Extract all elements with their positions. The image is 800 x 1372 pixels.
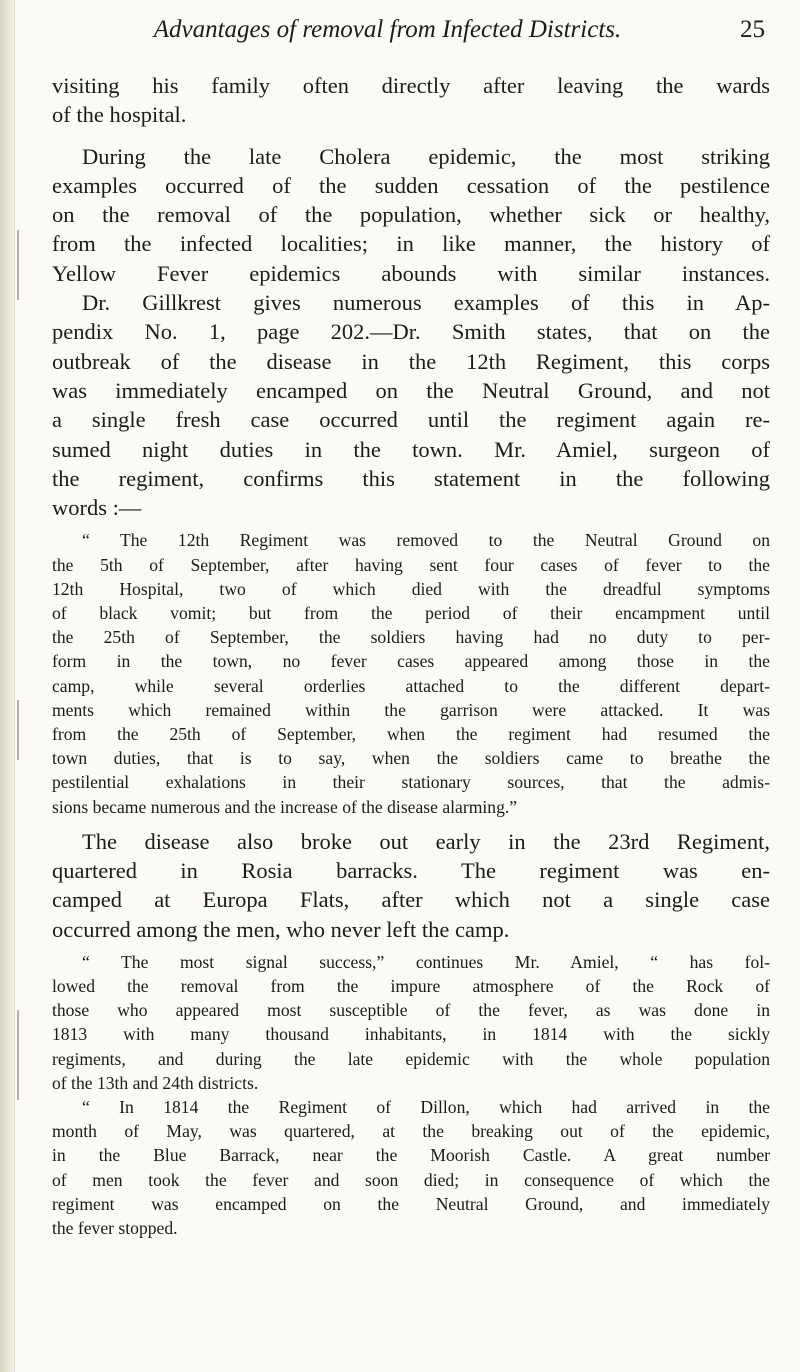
text-line: visiting his family often directly after leaving the wards [52,73,770,98]
text-line: of the hospital. [52,102,187,128]
quote-2 [52,950,770,1095]
paragraph-2 [52,142,770,523]
binding-edge [0,0,15,1372]
gutter-mark [17,230,19,300]
text-line: sions became numerous and the increase of the disease alarming.” [52,796,518,817]
text-line: of men took the fever and soon died; in consequence of which the [52,1169,770,1190]
text-line: ments which remained within the garrison were attacked. It was [52,699,770,720]
text-line: pestilential exhalations in their stationary sources, that the admis- [52,772,770,793]
text-line: those who appeared most susceptible of the fever, as was done in [52,1000,770,1021]
text-line: “ The most signal success,” continues Mr. Amiel, “ has fol- [82,951,770,972]
text-line: camp, while several orderlies attached to the different depart- [52,675,770,696]
quote-1 [52,528,770,818]
text-line: pendix No. 1, page 202.—Dr. Smith states, that on the [52,319,770,345]
text-line: form in the town, no fever cases appeared among those in the [52,651,770,672]
running-head: Advantages of removal from Infected Districts. [153,16,622,43]
text-line: The disease also broke out early in the 23rd Regiment, [82,828,770,854]
text-line: outbreak of the disease in the 12th Regiment, this corps [52,348,770,374]
gutter-mark [17,1010,19,1100]
quote-3 [52,1095,770,1240]
text-line: examples occurred of the sudden cessation of the pestilence [52,172,770,198]
text-line: quartered in Rosia barracks. The regiment was en- [52,858,770,883]
text-line: 12th Hospital, two of which died with the dreadful symptoms [52,578,770,599]
text-line: regiment was encamped on the Neutral Ground, and immediately [52,1193,770,1214]
text-line: the regiment, confirms this statement in the following [52,465,770,491]
text-line: the 5th of September, after having sent four cases of fever to the [52,554,770,575]
paragraph-3 [52,827,770,944]
text-line: sumed night duties in the town. Mr. Amiel, surgeon of [52,436,770,462]
text-line: Yellow Fever epidemics abounds with similar instances. [52,260,770,286]
text-line: 1813 with many thousand inhabitants, in 1814 with the sickly [52,1024,770,1045]
gutter-mark [17,700,19,760]
text-line: on the removal of the population, whether sick or healthy, [52,202,770,228]
paragraph-1 [52,71,770,130]
text-line: words :— [52,495,142,521]
text-line: the 25th of September, the soldiers having had no duty to per- [52,627,770,648]
text-line: occurred among the men, who never left the camp. [52,916,510,942]
text-line: in the Blue Barrack, near the Moorish Castle. A great number [52,1145,770,1166]
text-line: was immediately encamped on the Neutral Ground, and not [52,377,770,403]
text-line: of black vomit; but from the period of their encampment until [52,603,770,624]
body-text [52,71,770,1240]
text-line: lowed the removal from the impure atmosphere of the Rock of [52,976,770,997]
text-line: from the 25th of September, when the regiment had resumed the [52,723,770,744]
text-line: the fever stopped. [52,1217,178,1238]
text-line: month of May, was quartered, at the breaking out of the epidemic, [52,1121,770,1142]
page-number: 25 [740,16,765,43]
text-line: During the late Cholera epidemic, the most striking [82,143,770,169]
text-line: Dr. Gillkrest gives numerous examples of this in Ap- [82,290,770,316]
text-line: regiments, and during the late epidemic with the whole population [52,1048,770,1069]
text-line: “ In 1814 the Regiment of Dillon, which had arrived in the [82,1097,770,1118]
text-line: town duties, that is to say, when the soldiers came to breathe the [52,748,770,769]
text-line: a single fresh case occurred until the regiment again re- [52,407,770,433]
text-line: camped at Europa Flats, after which not a single case [52,887,770,913]
text-line: of the 13th and 24th districts. [52,1072,259,1093]
text-line: from the infected localities; in like manner, the history of [52,231,770,257]
text-line: “ The 12th Regiment was removed to the Neutral Ground on [82,530,770,551]
